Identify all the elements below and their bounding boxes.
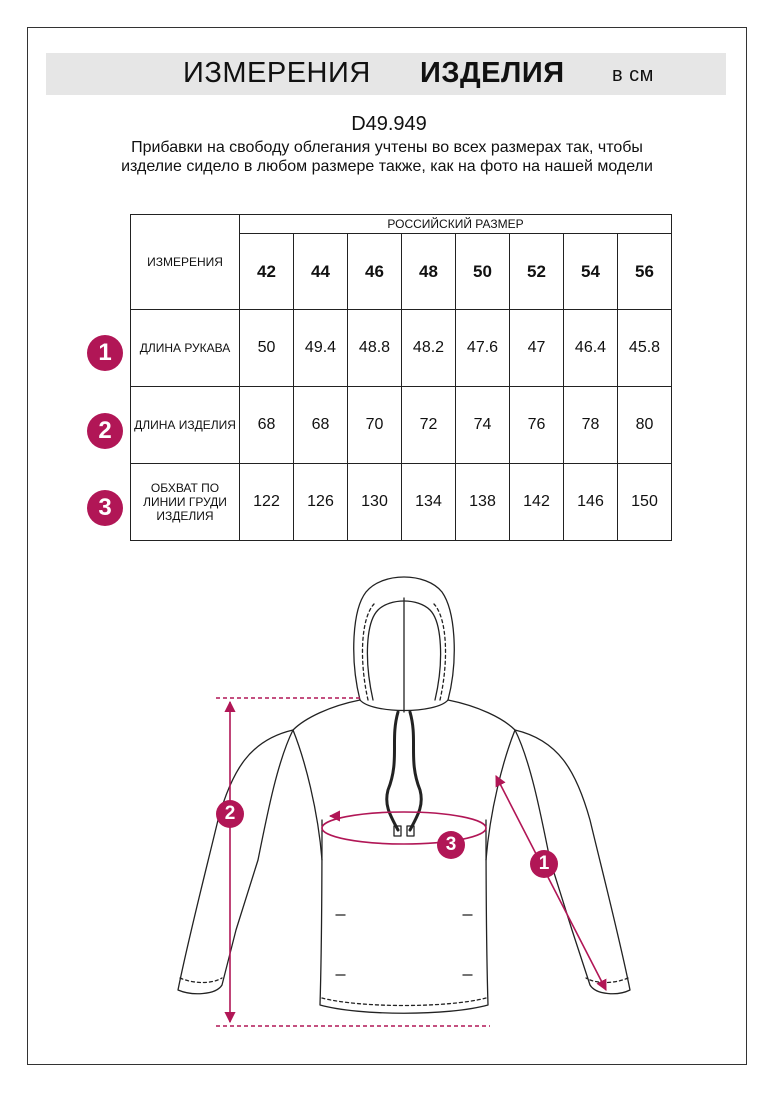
- row-badge-2: 2: [87, 413, 123, 449]
- table-cell: 48.2: [402, 310, 456, 387]
- product-code: D49.949: [351, 113, 427, 135]
- table-cell: 142: [510, 464, 564, 541]
- title-word-garment: ИЗДЕЛИЯ: [420, 57, 565, 89]
- size-header: 42: [240, 234, 294, 310]
- table-cell: 47.6: [456, 310, 510, 387]
- table-cell: 78: [564, 387, 618, 464]
- size-header: 48: [402, 234, 456, 310]
- size-header: 52: [510, 234, 564, 310]
- row-badge-1: 1: [87, 335, 123, 371]
- table-cell: 146: [564, 464, 618, 541]
- table-cell: 122: [240, 464, 294, 541]
- table-cell: 50: [240, 310, 294, 387]
- row-label: ОБХВАТ ПО ЛИНИИ ГРУДИ ИЗДЕЛИЯ: [131, 464, 240, 541]
- size-header: 50: [456, 234, 510, 310]
- table-cell: 49.4: [294, 310, 348, 387]
- corner-label: ИЗМЕРЕНИЯ: [131, 215, 240, 310]
- size-header: 44: [294, 234, 348, 310]
- row-badge-3: 3: [87, 490, 123, 526]
- title-unit: в см: [612, 64, 654, 86]
- diagram-marker-sleeve: 1: [530, 850, 558, 878]
- table-cell: 68: [240, 387, 294, 464]
- table-cell: 126: [294, 464, 348, 541]
- row-label: ДЛИНА ИЗДЕЛИЯ: [131, 387, 240, 464]
- size-header: 56: [618, 234, 672, 310]
- table-cell: 45.8: [618, 310, 672, 387]
- table-cell: 72: [402, 387, 456, 464]
- table-cell: 70: [348, 387, 402, 464]
- table-cell: 46.4: [564, 310, 618, 387]
- group-header: РОССИЙСКИЙ РАЗМЕР: [240, 215, 672, 234]
- table-cell: 80: [618, 387, 672, 464]
- table-cell: 134: [402, 464, 456, 541]
- table-cell: 48.8: [348, 310, 402, 387]
- sleeve-arrow: [496, 776, 606, 990]
- table-cell: 74: [456, 387, 510, 464]
- table-cell: 150: [618, 464, 672, 541]
- fit-note: Прибавки на свободу облегания учтены во всех размерах так, чтобы изделие сидело в любом размере также, как на фото на нашей модели: [121, 139, 653, 175]
- table-cell: 68: [294, 387, 348, 464]
- table-cell: 47: [510, 310, 564, 387]
- row-label: ДЛИНА РУКАВА: [131, 310, 240, 387]
- table-cell: 130: [348, 464, 402, 541]
- body-outline: [178, 700, 360, 994]
- table-cell: 138: [456, 464, 510, 541]
- size-header: 54: [564, 234, 618, 310]
- diagram-marker-length: 2: [216, 800, 244, 828]
- diagram-marker-chest: 3: [437, 831, 465, 859]
- title-word-measurements: ИЗМЕРЕНИЯ: [183, 57, 371, 89]
- table-cell: 76: [510, 387, 564, 464]
- size-header: 46: [348, 234, 402, 310]
